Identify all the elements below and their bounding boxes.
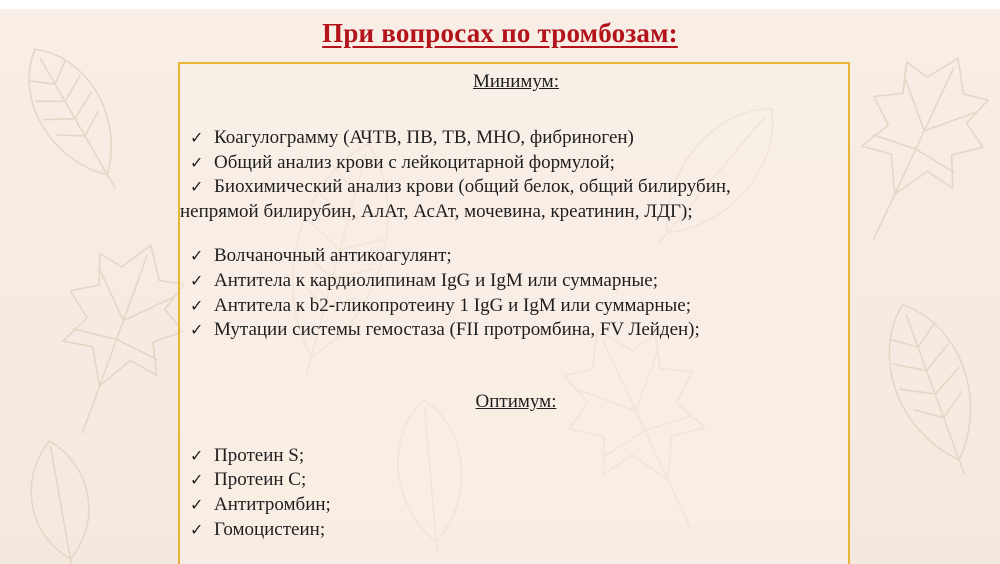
list-item-text: Волчаночный антикоагулянт; bbox=[214, 245, 452, 267]
minimum-list bbox=[180, 126, 842, 224]
check-mark-icon: ✓ bbox=[190, 152, 204, 172]
check-mark-icon: ✓ bbox=[190, 445, 204, 465]
check-mark-icon: ✓ bbox=[190, 177, 204, 197]
check-mark-icon: ✓ bbox=[190, 270, 204, 290]
list-item-text: Коагулограмму (АЧТВ, ПВ, ТВ, МНО, фибриноген) bbox=[214, 127, 634, 148]
leaf-outline-3 bbox=[22, 436, 101, 564]
check-mark-icon: ✓ bbox=[190, 320, 204, 340]
requirements-frame bbox=[178, 62, 850, 564]
list-item-text: Антитела к кардиолипинам IgG и IgM или суммарные; bbox=[214, 269, 658, 291]
check-mark-icon: ✓ bbox=[190, 470, 204, 490]
list-item-text: Гомоцистеин; bbox=[214, 518, 326, 540]
list-item bbox=[190, 318, 842, 343]
list-item-text: Антитела к b2-гликопротеину 1 IgG и IgM или суммарные; bbox=[214, 294, 691, 316]
list-item-text: Мутации системы гемостаза (FII протромбина, FV Лейден); bbox=[214, 319, 700, 341]
list-item bbox=[190, 126, 842, 151]
check-mark-icon: ✓ bbox=[190, 519, 204, 539]
optimum-heading: Оптимум: bbox=[475, 390, 557, 412]
list-item-text: Протеин S; bbox=[214, 444, 305, 466]
list-item bbox=[190, 493, 842, 518]
list-item-text: Антитромбин; bbox=[214, 493, 331, 515]
page-title: При вопросах по тромбозам: bbox=[322, 18, 678, 48]
list-item-text: Протеин С; bbox=[214, 469, 307, 491]
minimum-antibody-list bbox=[190, 244, 842, 342]
list-item bbox=[190, 151, 842, 176]
check-mark-icon: ✓ bbox=[190, 246, 204, 266]
list-item bbox=[190, 444, 842, 469]
list-item bbox=[190, 269, 842, 294]
leaf-outline-5 bbox=[869, 293, 998, 487]
optimum-list bbox=[190, 444, 842, 542]
requirements-content bbox=[180, 64, 842, 542]
list-item-text: Биохимический анализ крови (общий белок, общий билирубин, bbox=[214, 176, 731, 198]
list-item bbox=[190, 518, 842, 543]
check-mark-icon: ✓ bbox=[190, 128, 204, 147]
minimum-heading: Минимум: bbox=[473, 71, 559, 92]
list-item bbox=[180, 175, 842, 224]
list-item-continuation: непрямой билирубин, АлАт, АсАт, мочевина, креатинин, ЛДГ); bbox=[180, 200, 693, 222]
list-item bbox=[190, 294, 842, 319]
list-item bbox=[190, 468, 842, 493]
check-mark-icon: ✓ bbox=[190, 295, 204, 315]
list-item-text: Общий анализ крови с лейкоцитарной формулой; bbox=[214, 151, 615, 173]
list-item bbox=[190, 244, 842, 269]
leaf-outline-1 bbox=[7, 33, 142, 203]
list-gap bbox=[190, 224, 842, 244]
check-mark-icon: ✓ bbox=[190, 494, 204, 514]
